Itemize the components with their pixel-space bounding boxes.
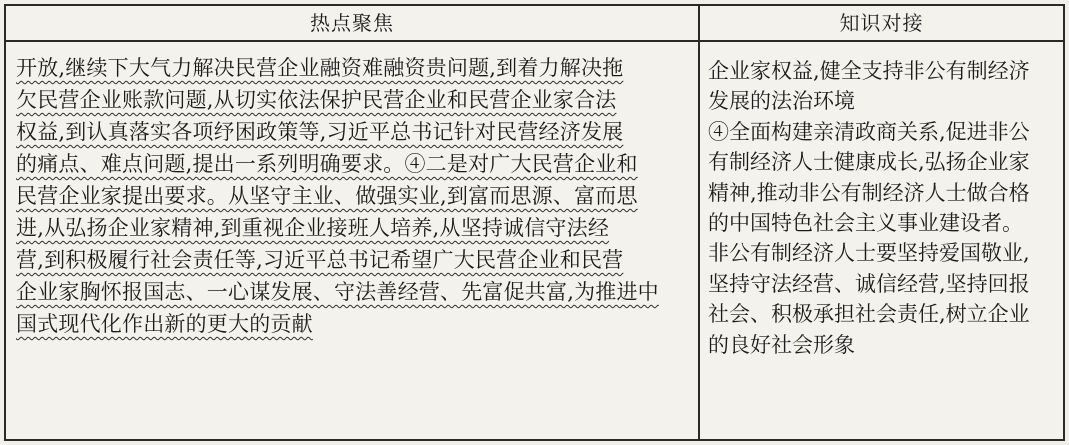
text-line: 坚持守法经营、诚信经营,坚持回报 bbox=[708, 271, 1030, 296]
header-hotspot-focus: 热点聚焦 bbox=[310, 11, 394, 35]
underlined-text: 民营企业家提出要求。从坚守主业、做强实业,到富而思源、富而思 bbox=[16, 184, 638, 208]
text-line bbox=[16, 308, 691, 340]
text-line bbox=[16, 180, 691, 212]
text-line bbox=[16, 84, 691, 116]
table-header-row bbox=[6, 6, 1063, 42]
text-line: 有制经济人士健康成长,弘扬企业家 bbox=[708, 150, 1030, 175]
text-line: 精神,推动非公有制经济人士做合格 bbox=[708, 180, 1030, 205]
text-line bbox=[16, 116, 691, 148]
text-line: 的中国特色社会主义事业建设者。 bbox=[708, 210, 1023, 235]
column-divider bbox=[698, 6, 700, 439]
underlined-text: 的痛点、难点问题,提出一系列明确要求。④二是对广大民营企业和 bbox=[16, 152, 638, 176]
text-line: ④全面构建亲清政商关系,促进非公 bbox=[708, 119, 1030, 144]
underlined-text: 开放,继续下大气力解决民营企业融资难融资贵问题,到着力解决拖 bbox=[16, 56, 624, 80]
text-line: 发展的法治环境 bbox=[708, 89, 855, 114]
text-line: 企业家权益,健全支持非公有制经济 bbox=[708, 59, 1030, 83]
text-line bbox=[16, 276, 691, 308]
text-line bbox=[16, 148, 691, 180]
header-knowledge-link: 知识对接 bbox=[839, 11, 924, 35]
knowledge-table bbox=[4, 4, 1065, 441]
underlined-text: 企业家胸怀报国志、一心谋发展、守法善经营、先富促共富,为推进中 bbox=[16, 280, 659, 304]
text-line bbox=[16, 52, 691, 84]
text-line bbox=[16, 244, 691, 276]
text-line: 的良好社会形象 bbox=[708, 332, 855, 357]
underlined-text: 营,到积极履行社会责任等,习近平总书记希望广大民营企业和民营 bbox=[16, 248, 624, 272]
text-line: 非公有制经济人士要坚持爱国敬业, bbox=[708, 241, 1030, 266]
text-line: 社会、积极承担社会责任,树立企业 bbox=[708, 302, 1030, 327]
underlined-text: 欠民营企业账款问题,从切实依法保护民营企业和民营企业家合法 bbox=[16, 88, 617, 112]
underlined-text: 国式现代化作出新的更大的贡献 bbox=[16, 312, 313, 336]
underlined-text: 权益,到认真落实各项纾困政策等,习近平总书记针对民营经济发展 bbox=[16, 120, 624, 144]
hotspot-focus-cell bbox=[16, 52, 691, 340]
text-line bbox=[16, 212, 691, 244]
underlined-text: 进,从弘扬企业家精神,到重视企业接班人培养,从坚持诚信守法经 bbox=[16, 216, 610, 240]
knowledge-link-cell bbox=[708, 56, 1060, 360]
